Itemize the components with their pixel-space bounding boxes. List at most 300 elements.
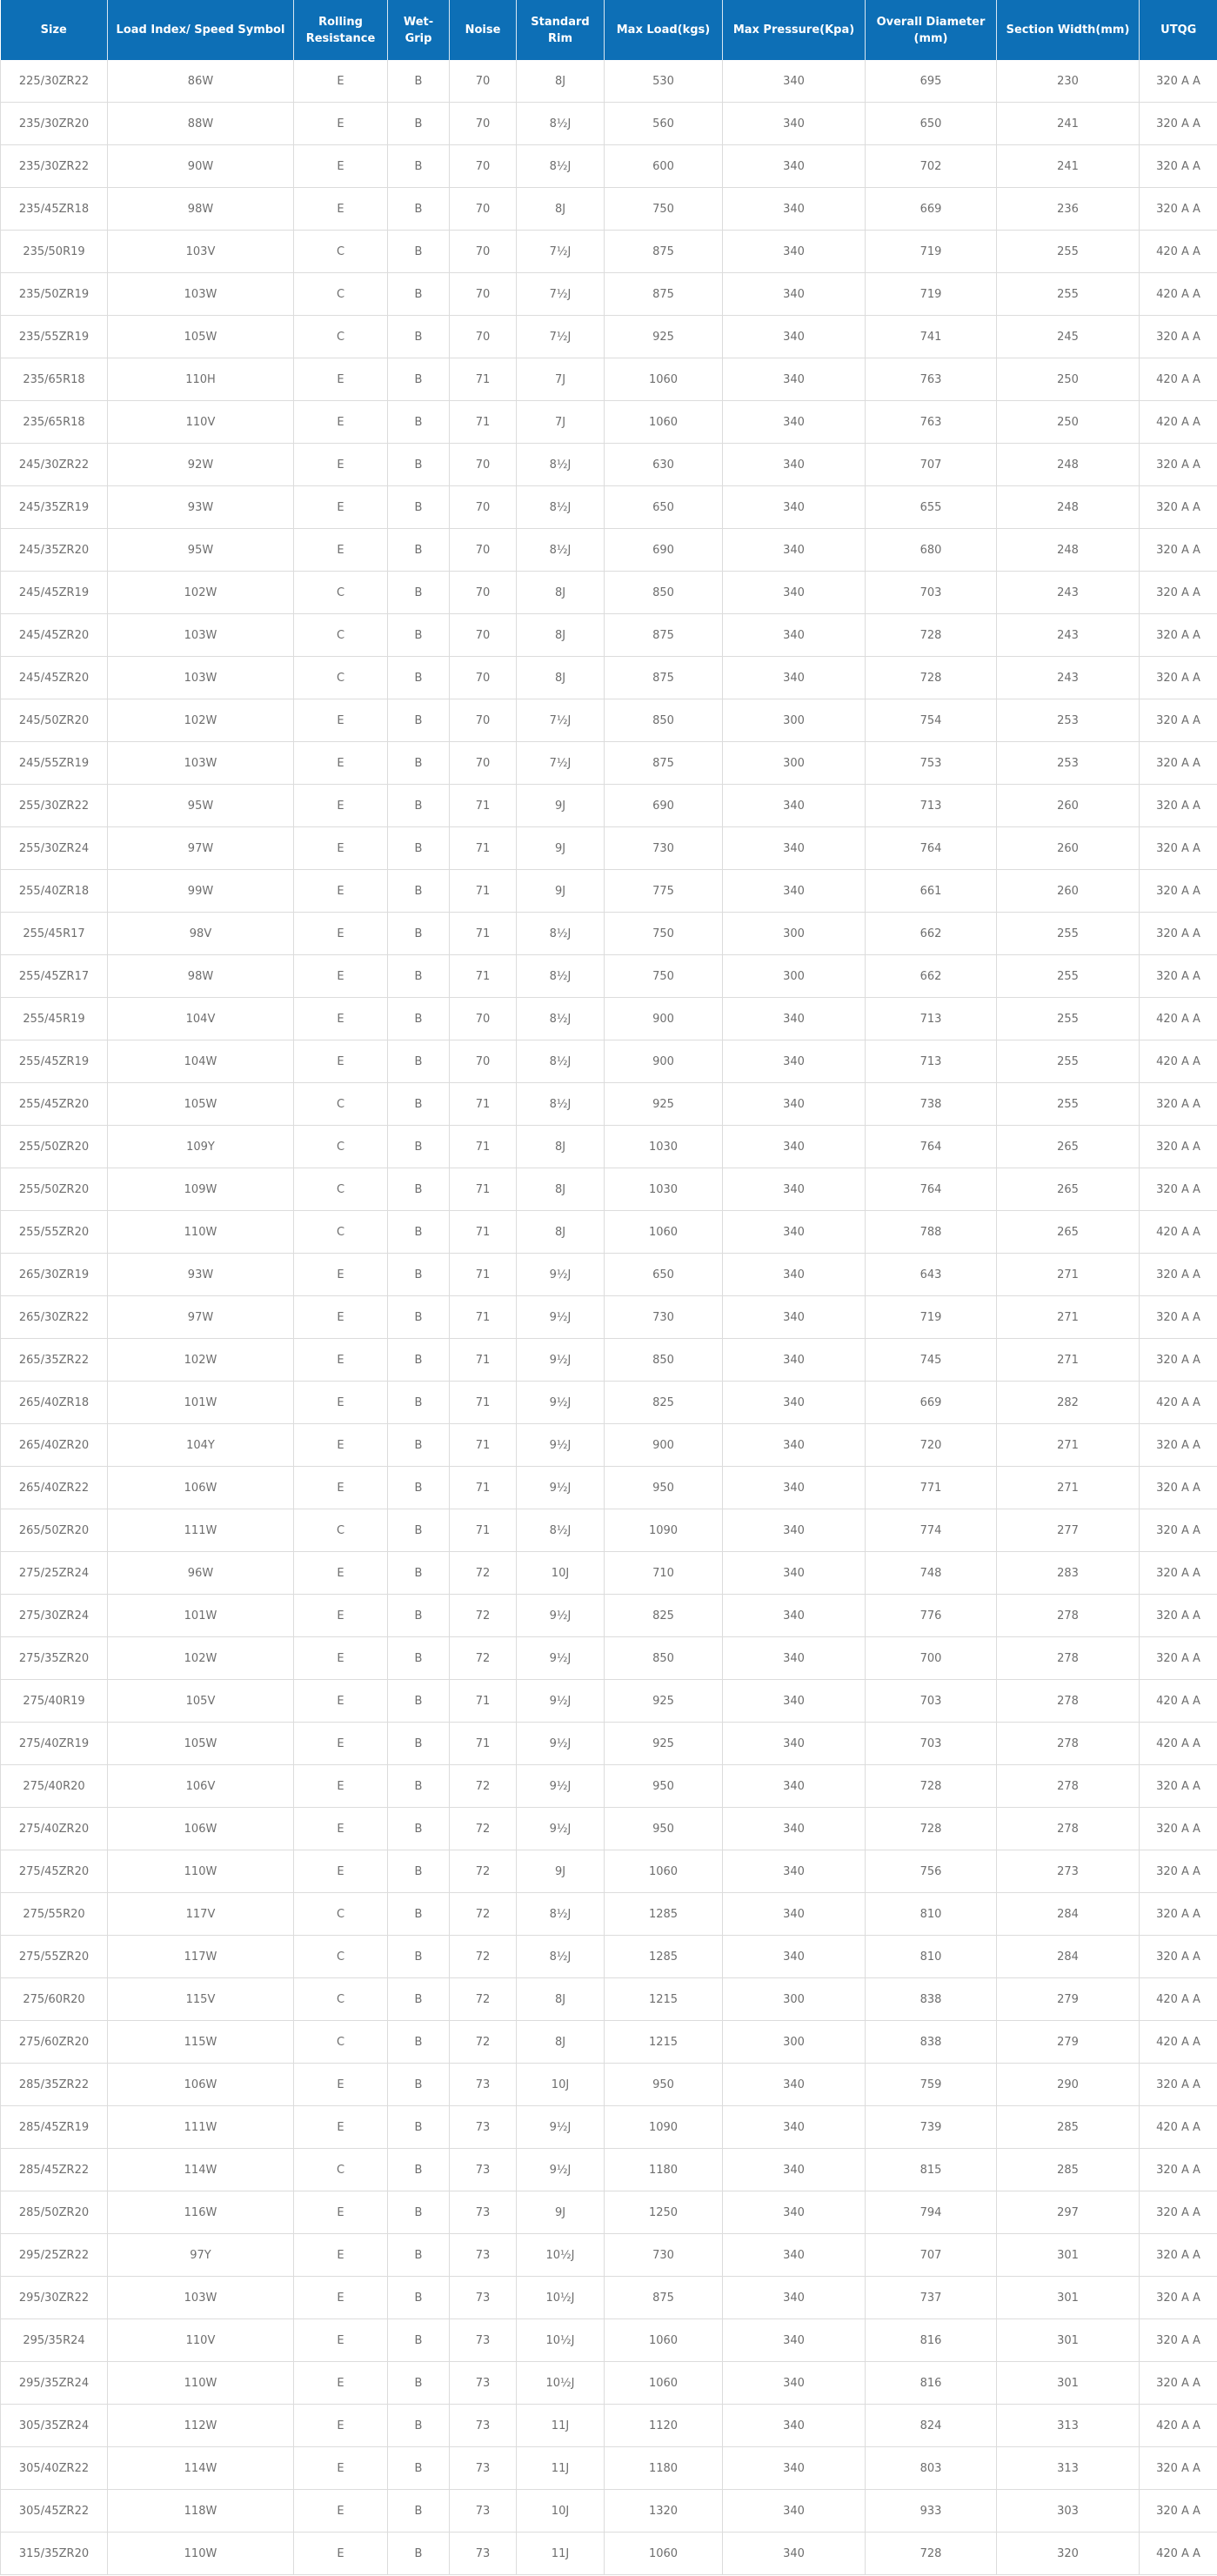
cell-standard-rim: 9J: [517, 2191, 605, 2234]
cell-utqg: 320 A A: [1140, 2064, 1217, 2106]
cell-standard-rim: 7½J: [517, 273, 605, 316]
cell-overall-diameter: 702: [866, 145, 997, 188]
cell-utqg: 420 A A: [1140, 231, 1217, 273]
cell-section-width: 285: [997, 2106, 1140, 2149]
cell-max-load: 1060: [605, 401, 723, 444]
cell-rolling-resistance: E: [294, 358, 388, 401]
cell-standard-rim: 9½J: [517, 1595, 605, 1637]
cell-section-width: 230: [997, 60, 1140, 103]
cell-size: 265/40ZR18: [1, 1382, 108, 1424]
cell-max-pressure: 340: [723, 1040, 866, 1083]
cell-max-pressure: 340: [723, 401, 866, 444]
cell-section-width: 301: [997, 2277, 1140, 2319]
cell-max-pressure: 340: [723, 1168, 866, 1211]
cell-max-load: 925: [605, 316, 723, 358]
cell-load-speed: 110W: [108, 2533, 294, 2575]
cell-section-width: 271: [997, 1296, 1140, 1339]
cell-standard-rim: 11J: [517, 2533, 605, 2575]
cell-max-pressure: 340: [723, 1680, 866, 1723]
cell-noise: 73: [450, 2447, 517, 2490]
table-row: [1, 1168, 1217, 1211]
cell-section-width: 241: [997, 145, 1140, 188]
cell-section-width: 255: [997, 998, 1140, 1040]
header-overall-diameter: Overall Diameter (mm): [866, 0, 997, 60]
cell-size: 265/30ZR19: [1, 1254, 108, 1296]
cell-utqg: 320 A A: [1140, 699, 1217, 742]
cell-max-pressure: 300: [723, 742, 866, 785]
cell-overall-diameter: 741: [866, 316, 997, 358]
header-section-width: Section Width(mm): [997, 0, 1140, 60]
cell-rolling-resistance: E: [294, 1467, 388, 1509]
cell-utqg: 320 A A: [1140, 1424, 1217, 1467]
cell-size: 295/25ZR22: [1, 2234, 108, 2277]
table-row: [1, 2149, 1217, 2191]
cell-size: 275/40R20: [1, 1765, 108, 1808]
cell-load-speed: 106W: [108, 1467, 294, 1509]
cell-load-speed: 95W: [108, 785, 294, 827]
cell-rolling-resistance: C: [294, 1211, 388, 1254]
cell-max-load: 690: [605, 785, 723, 827]
table-row: [1, 1211, 1217, 1254]
cell-utqg: 420 A A: [1140, 2021, 1217, 2064]
cell-standard-rim: 9J: [517, 870, 605, 913]
cell-size: 275/40R19: [1, 1680, 108, 1723]
cell-max-load: 530: [605, 60, 723, 103]
cell-noise: 73: [450, 2319, 517, 2362]
cell-section-width: 282: [997, 1382, 1140, 1424]
cell-standard-rim: 10J: [517, 1552, 605, 1595]
cell-load-speed: 109Y: [108, 1126, 294, 1168]
cell-load-speed: 95W: [108, 529, 294, 572]
cell-section-width: 271: [997, 1424, 1140, 1467]
cell-noise: 71: [450, 1296, 517, 1339]
cell-standard-rim: 11J: [517, 2447, 605, 2490]
cell-max-load: 850: [605, 1339, 723, 1382]
cell-max-load: 900: [605, 1424, 723, 1467]
cell-max-pressure: 340: [723, 1595, 866, 1637]
cell-rolling-resistance: E: [294, 1040, 388, 1083]
cell-load-speed: 102W: [108, 1637, 294, 1680]
table-row: [1, 231, 1217, 273]
cell-overall-diameter: 728: [866, 614, 997, 657]
table-row: [1, 1424, 1217, 1467]
cell-rolling-resistance: E: [294, 742, 388, 785]
cell-standard-rim: 7½J: [517, 231, 605, 273]
cell-noise: 71: [450, 358, 517, 401]
cell-overall-diameter: 776: [866, 1595, 997, 1637]
cell-wet-grip: B: [388, 1552, 450, 1595]
cell-noise: 71: [450, 1509, 517, 1552]
cell-standard-rim: 8½J: [517, 1509, 605, 1552]
cell-section-width: 265: [997, 1126, 1140, 1168]
cell-rolling-resistance: E: [294, 1552, 388, 1595]
cell-load-speed: 104Y: [108, 1424, 294, 1467]
cell-wet-grip: B: [388, 1339, 450, 1382]
cell-rolling-resistance: E: [294, 1765, 388, 1808]
cell-overall-diameter: 764: [866, 1126, 997, 1168]
cell-overall-diameter: 774: [866, 1509, 997, 1552]
cell-section-width: 265: [997, 1211, 1140, 1254]
cell-max-pressure: 340: [723, 1765, 866, 1808]
cell-load-speed: 111W: [108, 2106, 294, 2149]
cell-wet-grip: B: [388, 444, 450, 486]
cell-standard-rim: 10½J: [517, 2277, 605, 2319]
cell-rolling-resistance: E: [294, 2234, 388, 2277]
cell-wet-grip: B: [388, 1978, 450, 2021]
cell-standard-rim: 10½J: [517, 2319, 605, 2362]
cell-standard-rim: 8J: [517, 1978, 605, 2021]
cell-section-width: 248: [997, 444, 1140, 486]
cell-load-speed: 112W: [108, 2405, 294, 2447]
cell-max-pressure: 340: [723, 2106, 866, 2149]
cell-overall-diameter: 713: [866, 1040, 997, 1083]
cell-max-pressure: 340: [723, 1637, 866, 1680]
cell-rolling-resistance: E: [294, 1382, 388, 1424]
cell-max-load: 1215: [605, 2021, 723, 2064]
cell-standard-rim: 9½J: [517, 1680, 605, 1723]
cell-overall-diameter: 713: [866, 998, 997, 1040]
cell-overall-diameter: 669: [866, 188, 997, 231]
table-row: [1, 529, 1217, 572]
cell-load-speed: 105V: [108, 1680, 294, 1723]
cell-utqg: 320 A A: [1140, 2149, 1217, 2191]
cell-size: 275/55ZR20: [1, 1936, 108, 1978]
cell-max-pressure: 340: [723, 2319, 866, 2362]
cell-overall-diameter: 728: [866, 2533, 997, 2575]
cell-rolling-resistance: E: [294, 955, 388, 998]
cell-wet-grip: B: [388, 1637, 450, 1680]
cell-section-width: 313: [997, 2447, 1140, 2490]
cell-max-load: 1030: [605, 1168, 723, 1211]
table-row: [1, 358, 1217, 401]
cell-utqg: 420 A A: [1140, 273, 1217, 316]
cell-overall-diameter: 719: [866, 273, 997, 316]
cell-standard-rim: 8½J: [517, 444, 605, 486]
cell-load-speed: 111W: [108, 1509, 294, 1552]
cell-load-speed: 103W: [108, 742, 294, 785]
cell-rolling-resistance: E: [294, 2490, 388, 2533]
cell-utqg: 320 A A: [1140, 870, 1217, 913]
cell-utqg: 420 A A: [1140, 401, 1217, 444]
cell-max-load: 825: [605, 1595, 723, 1637]
cell-standard-rim: 8J: [517, 657, 605, 699]
cell-overall-diameter: 719: [866, 1296, 997, 1339]
cell-load-speed: 110W: [108, 1211, 294, 1254]
cell-noise: 71: [450, 870, 517, 913]
cell-wet-grip: B: [388, 1808, 450, 1850]
cell-rolling-resistance: E: [294, 2362, 388, 2405]
cell-utqg: 420 A A: [1140, 998, 1217, 1040]
cell-rolling-resistance: E: [294, 1850, 388, 1893]
cell-rolling-resistance: E: [294, 1595, 388, 1637]
cell-section-width: 301: [997, 2319, 1140, 2362]
cell-section-width: 248: [997, 529, 1140, 572]
cell-noise: 73: [450, 2191, 517, 2234]
cell-size: 235/65R18: [1, 358, 108, 401]
cell-max-pressure: 340: [723, 657, 866, 699]
cell-standard-rim: 8J: [517, 1168, 605, 1211]
header-load-index-speed-symbol: Load Index/ Speed Symbol: [108, 0, 294, 60]
cell-max-load: 925: [605, 1680, 723, 1723]
cell-utqg: 320 A A: [1140, 614, 1217, 657]
cell-wet-grip: B: [388, 529, 450, 572]
cell-max-pressure: 340: [723, 2191, 866, 2234]
cell-rolling-resistance: E: [294, 785, 388, 827]
cell-max-pressure: 340: [723, 572, 866, 614]
cell-standard-rim: 8½J: [517, 1936, 605, 1978]
cell-noise: 73: [450, 2490, 517, 2533]
cell-load-speed: 106V: [108, 1765, 294, 1808]
cell-wet-grip: B: [388, 955, 450, 998]
cell-load-speed: 104V: [108, 998, 294, 1040]
cell-rolling-resistance: E: [294, 1296, 388, 1339]
cell-rolling-resistance: C: [294, 2149, 388, 2191]
cell-standard-rim: 8J: [517, 1211, 605, 1254]
table-row: [1, 2106, 1217, 2149]
cell-rolling-resistance: E: [294, 699, 388, 742]
cell-utqg: 320 A A: [1140, 1850, 1217, 1893]
cell-size: 275/40ZR19: [1, 1723, 108, 1765]
header-utqg: UTQG: [1140, 0, 1217, 60]
cell-overall-diameter: 838: [866, 2021, 997, 2064]
cell-rolling-resistance: E: [294, 1808, 388, 1850]
cell-wet-grip: B: [388, 1509, 450, 1552]
cell-load-speed: 103W: [108, 273, 294, 316]
table-row: [1, 2533, 1217, 2575]
cell-size: 235/30ZR20: [1, 103, 108, 145]
cell-overall-diameter: 764: [866, 1168, 997, 1211]
cell-overall-diameter: 745: [866, 1339, 997, 1382]
cell-rolling-resistance: E: [294, 2447, 388, 2490]
cell-rolling-resistance: C: [294, 1509, 388, 1552]
cell-utqg: 320 A A: [1140, 1552, 1217, 1595]
table-header-row: [1, 0, 1217, 60]
cell-noise: 70: [450, 273, 517, 316]
table-row: [1, 145, 1217, 188]
cell-noise: 73: [450, 2405, 517, 2447]
cell-wet-grip: B: [388, 2064, 450, 2106]
cell-load-speed: 104W: [108, 1040, 294, 1083]
cell-max-pressure: 340: [723, 2064, 866, 2106]
cell-size: 275/40ZR20: [1, 1808, 108, 1850]
cell-max-load: 950: [605, 1765, 723, 1808]
cell-size: 255/30ZR24: [1, 827, 108, 870]
cell-utqg: 320 A A: [1140, 785, 1217, 827]
cell-load-speed: 116W: [108, 2191, 294, 2234]
cell-size: 255/45ZR19: [1, 1040, 108, 1083]
table-row: [1, 486, 1217, 529]
cell-wet-grip: B: [388, 1126, 450, 1168]
cell-wet-grip: B: [388, 2362, 450, 2405]
cell-load-speed: 114W: [108, 2149, 294, 2191]
table-row: [1, 1936, 1217, 1978]
cell-wet-grip: B: [388, 1850, 450, 1893]
cell-noise: 70: [450, 998, 517, 1040]
cell-noise: 71: [450, 1680, 517, 1723]
table-row: [1, 2064, 1217, 2106]
cell-overall-diameter: 764: [866, 827, 997, 870]
cell-max-pressure: 340: [723, 1211, 866, 1254]
cell-max-pressure: 340: [723, 1723, 866, 1765]
cell-noise: 71: [450, 1083, 517, 1126]
cell-section-width: 241: [997, 103, 1140, 145]
cell-noise: 71: [450, 1723, 517, 1765]
header-rolling-resistance: Rolling Resistance: [294, 0, 388, 60]
cell-load-speed: 103V: [108, 231, 294, 273]
cell-load-speed: 110V: [108, 2319, 294, 2362]
cell-utqg: 320 A A: [1140, 188, 1217, 231]
cell-wet-grip: B: [388, 2106, 450, 2149]
cell-rolling-resistance: C: [294, 1893, 388, 1936]
header-max-load: Max Load(kgs): [605, 0, 723, 60]
cell-section-width: 271: [997, 1467, 1140, 1509]
cell-wet-grip: B: [388, 316, 450, 358]
cell-max-pressure: 340: [723, 870, 866, 913]
cell-max-load: 730: [605, 1296, 723, 1339]
table-row: [1, 1978, 1217, 2021]
cell-max-load: 875: [605, 231, 723, 273]
cell-section-width: 301: [997, 2234, 1140, 2277]
cell-rolling-resistance: E: [294, 2191, 388, 2234]
cell-rolling-resistance: E: [294, 1680, 388, 1723]
cell-section-width: 278: [997, 1808, 1140, 1850]
cell-noise: 73: [450, 2362, 517, 2405]
cell-noise: 71: [450, 955, 517, 998]
cell-noise: 73: [450, 2149, 517, 2191]
cell-wet-grip: B: [388, 486, 450, 529]
cell-overall-diameter: 824: [866, 2405, 997, 2447]
cell-max-pressure: 340: [723, 2362, 866, 2405]
cell-max-load: 1320: [605, 2490, 723, 2533]
cell-max-load: 875: [605, 2277, 723, 2319]
cell-standard-rim: 8J: [517, 572, 605, 614]
cell-overall-diameter: 669: [866, 1382, 997, 1424]
table-row: [1, 657, 1217, 699]
cell-max-load: 1285: [605, 1893, 723, 1936]
cell-utqg: 420 A A: [1140, 2405, 1217, 2447]
table-row: [1, 1254, 1217, 1296]
cell-utqg: 320 A A: [1140, 1254, 1217, 1296]
cell-section-width: 320: [997, 2533, 1140, 2575]
cell-utqg: 420 A A: [1140, 1211, 1217, 1254]
cell-section-width: 278: [997, 1595, 1140, 1637]
cell-standard-rim: 9½J: [517, 1424, 605, 1467]
cell-overall-diameter: 728: [866, 1765, 997, 1808]
cell-wet-grip: B: [388, 231, 450, 273]
cell-load-speed: 92W: [108, 444, 294, 486]
cell-load-speed: 102W: [108, 1339, 294, 1382]
cell-load-speed: 115W: [108, 2021, 294, 2064]
cell-overall-diameter: 662: [866, 955, 997, 998]
cell-size: 285/45ZR19: [1, 2106, 108, 2149]
cell-standard-rim: 7½J: [517, 699, 605, 742]
cell-utqg: 320 A A: [1140, 1808, 1217, 1850]
cell-overall-diameter: 719: [866, 231, 997, 273]
cell-rolling-resistance: E: [294, 2277, 388, 2319]
cell-load-speed: 103W: [108, 2277, 294, 2319]
cell-noise: 71: [450, 1254, 517, 1296]
cell-max-load: 1120: [605, 2405, 723, 2447]
cell-standard-rim: 10J: [517, 2490, 605, 2533]
cell-max-load: 825: [605, 1382, 723, 1424]
cell-rolling-resistance: E: [294, 2319, 388, 2362]
cell-max-pressure: 340: [723, 785, 866, 827]
cell-max-load: 750: [605, 188, 723, 231]
cell-overall-diameter: 933: [866, 2490, 997, 2533]
cell-load-speed: 118W: [108, 2490, 294, 2533]
cell-overall-diameter: 763: [866, 401, 997, 444]
cell-wet-grip: B: [388, 1083, 450, 1126]
cell-size: 255/45R19: [1, 998, 108, 1040]
cell-overall-diameter: 707: [866, 444, 997, 486]
cell-rolling-resistance: E: [294, 444, 388, 486]
table-row: [1, 444, 1217, 486]
cell-max-pressure: 340: [723, 2447, 866, 2490]
cell-standard-rim: 8½J: [517, 955, 605, 998]
cell-utqg: 320 A A: [1140, 1339, 1217, 1382]
table-row: [1, 2021, 1217, 2064]
cell-overall-diameter: 803: [866, 2447, 997, 2490]
cell-load-speed: 117V: [108, 1893, 294, 1936]
cell-max-load: 650: [605, 486, 723, 529]
table-row: [1, 572, 1217, 614]
cell-noise: 70: [450, 145, 517, 188]
cell-rolling-resistance: C: [294, 1083, 388, 1126]
table-row: [1, 955, 1217, 998]
cell-utqg: 320 A A: [1140, 1765, 1217, 1808]
cell-max-load: 1060: [605, 358, 723, 401]
cell-overall-diameter: 728: [866, 1808, 997, 1850]
cell-rolling-resistance: E: [294, 486, 388, 529]
table-row: [1, 2362, 1217, 2405]
cell-overall-diameter: 739: [866, 2106, 997, 2149]
cell-section-width: 278: [997, 1765, 1140, 1808]
cell-overall-diameter: 810: [866, 1936, 997, 1978]
cell-wet-grip: B: [388, 1424, 450, 1467]
cell-max-load: 600: [605, 145, 723, 188]
cell-overall-diameter: 643: [866, 1254, 997, 1296]
cell-max-load: 900: [605, 1040, 723, 1083]
cell-max-load: 850: [605, 699, 723, 742]
cell-load-speed: 86W: [108, 60, 294, 103]
cell-wet-grip: B: [388, 1382, 450, 1424]
cell-max-pressure: 340: [723, 998, 866, 1040]
cell-noise: 70: [450, 316, 517, 358]
table-row: [1, 2405, 1217, 2447]
table-row: [1, 1083, 1217, 1126]
cell-rolling-resistance: E: [294, 2106, 388, 2149]
cell-wet-grip: B: [388, 1254, 450, 1296]
cell-load-speed: 97W: [108, 1296, 294, 1339]
cell-standard-rim: 8½J: [517, 1083, 605, 1126]
cell-wet-grip: B: [388, 2405, 450, 2447]
table-row: [1, 913, 1217, 955]
cell-wet-grip: B: [388, 742, 450, 785]
cell-max-load: 1090: [605, 1509, 723, 1552]
cell-max-load: 690: [605, 529, 723, 572]
cell-overall-diameter: 748: [866, 1552, 997, 1595]
cell-size: 235/30ZR22: [1, 145, 108, 188]
cell-noise: 70: [450, 1040, 517, 1083]
table-row: [1, 316, 1217, 358]
cell-utqg: 420 A A: [1140, 2533, 1217, 2575]
cell-overall-diameter: 810: [866, 1893, 997, 1936]
cell-wet-grip: B: [388, 2447, 450, 2490]
cell-noise: 71: [450, 1126, 517, 1168]
cell-max-pressure: 340: [723, 2490, 866, 2533]
cell-section-width: 271: [997, 1254, 1140, 1296]
cell-noise: 73: [450, 2234, 517, 2277]
